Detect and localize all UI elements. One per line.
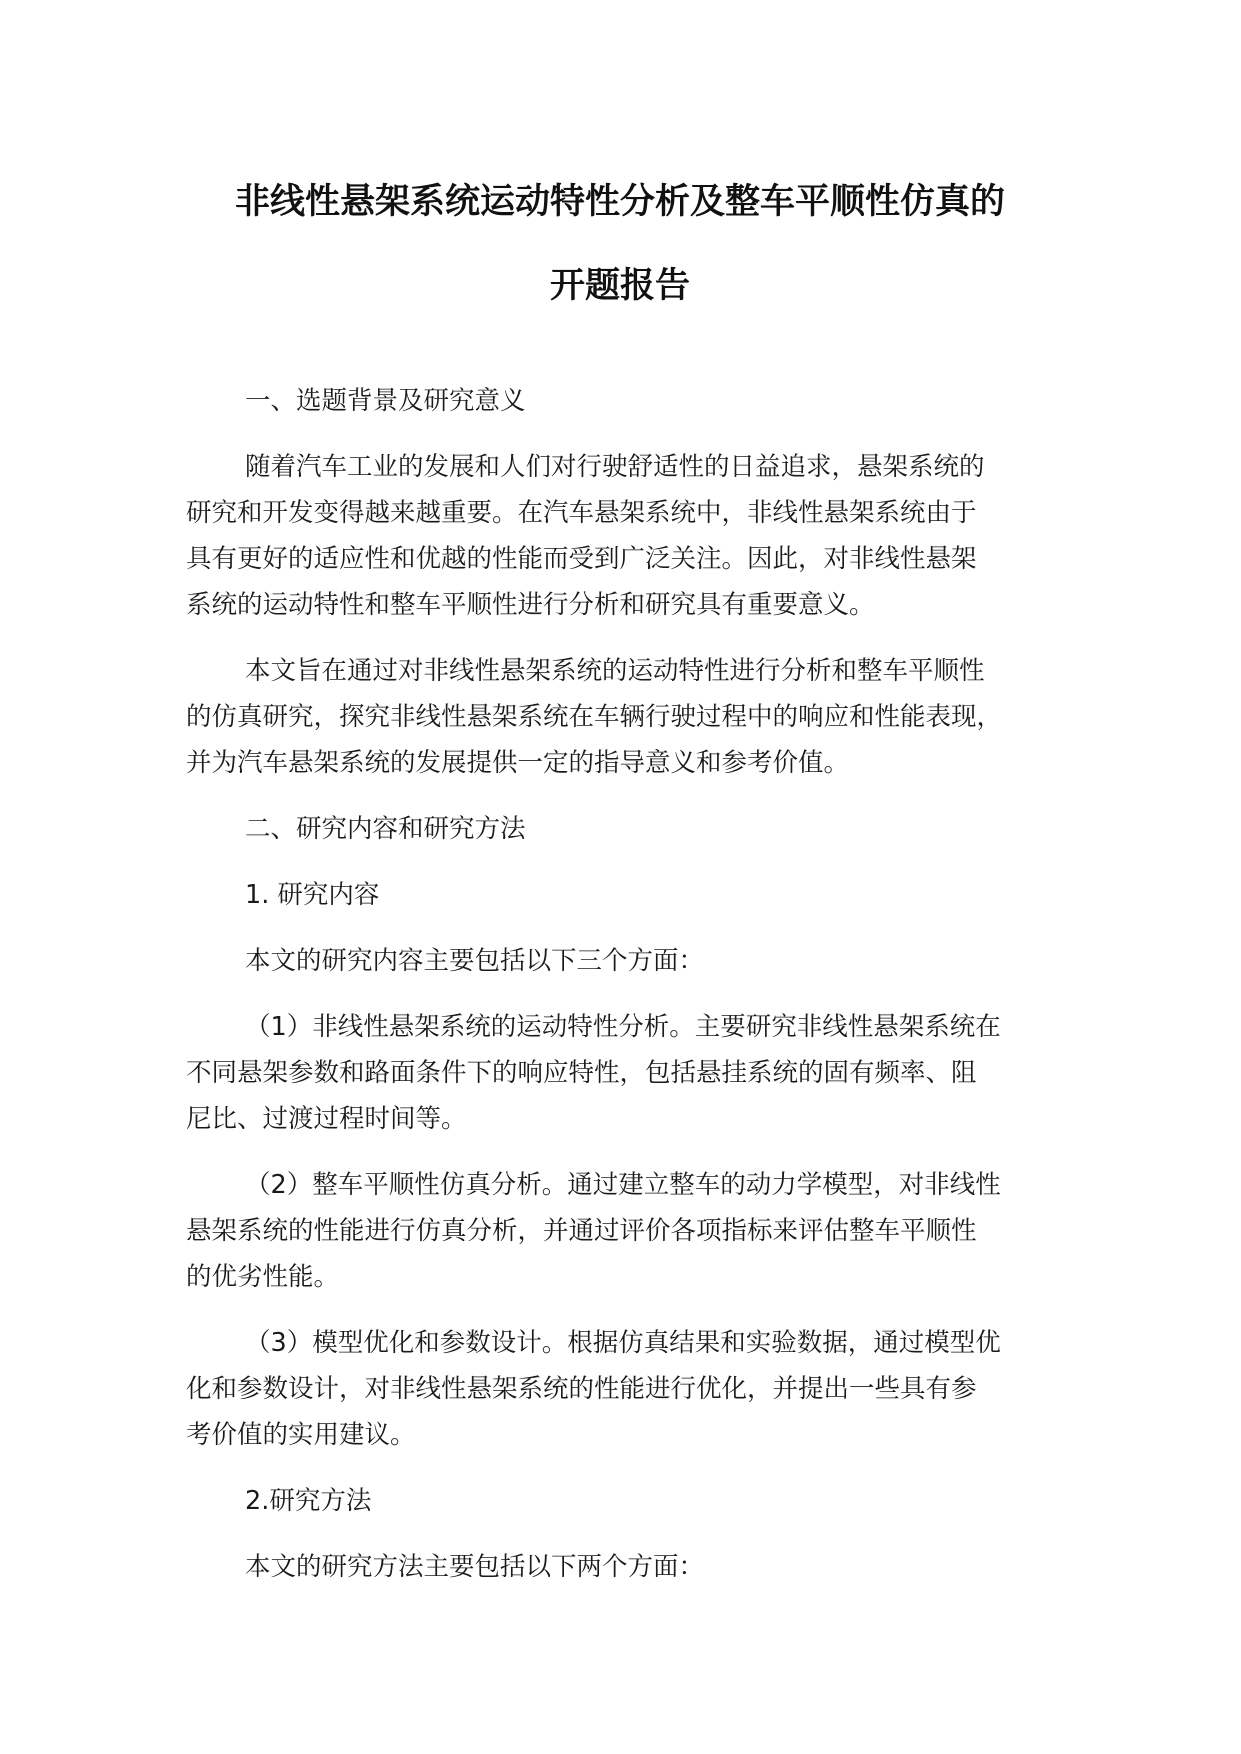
paragraph-line: 并为汽车悬架系统的发展提供一定的指导意义和参考价值。 [186, 748, 850, 778]
list-item-3 [186, 1320, 1086, 1458]
subsection-2-heading: 2.研究方法 [245, 1486, 372, 1516]
paragraph-content-intro: 本文的研究内容主要包括以下三个方面： [245, 946, 705, 976]
paragraph-line: （1）非线性悬架系统的运动特性分析。主要研究非线性悬架系统在 [245, 1012, 1001, 1042]
paragraph-line: 悬架系统的性能进行仿真分析，并通过评价各项指标来评估整车平顺性 [186, 1216, 977, 1246]
section-1-heading: 一、选题背景及研究意义 [245, 386, 526, 416]
paragraph-line: 的仿真研究，探究非线性悬架系统在车辆行驶过程中的响应和性能表现， [186, 702, 1003, 732]
document-body [186, 378, 1086, 1610]
document-title-line-2: 开题报告 [549, 266, 690, 306]
paragraph-methods-intro: 本文的研究方法主要包括以下两个方面： [245, 1552, 705, 1582]
document-title-line-1: 非线性悬架系统运动特性分析及整车平顺性仿真的 [234, 182, 1005, 222]
paragraph-line: 系统的运动特性和整车平顺性进行分析和研究具有重要意义。 [186, 590, 875, 620]
paragraph-line: 不同悬架参数和路面条件下的响应特性，包括悬挂系统的固有频率、阻 [186, 1058, 977, 1088]
paragraph-line: 尼比、过渡过程时间等。 [186, 1104, 467, 1134]
list-item-1 [186, 1004, 1086, 1142]
paragraph-line: 的优劣性能。 [186, 1262, 340, 1292]
section-2-heading: 二、研究内容和研究方法 [245, 814, 526, 844]
paragraph-purpose [186, 648, 1086, 786]
paragraph-line: 化和参数设计，对非线性悬架系统的性能进行优化，并提出一些具有参 [186, 1374, 977, 1404]
paragraph-line: 本文旨在通过对非线性悬架系统的运动特性进行分析和整车平顺性 [245, 656, 985, 686]
list-item-2 [186, 1162, 1086, 1300]
paragraph-line: （3）模型优化和参数设计。根据仿真结果和实验数据，通过模型优 [245, 1328, 1001, 1358]
subsection-1-heading: 1. 研究内容 [245, 880, 380, 910]
paragraph-line: 考价值的实用建议。 [186, 1420, 416, 1450]
paragraph-line: 随着汽车工业的发展和人们对行驶舒适性的日益追求，悬架系统的 [245, 452, 985, 482]
paragraph-line: 研究和开发变得越来越重要。在汽车悬架系统中，非线性悬架系统由于 [186, 498, 977, 528]
paragraph-background [186, 444, 1086, 628]
paragraph-line: 具有更好的适应性和优越的性能而受到广泛关注。因此，对非线性悬架 [186, 544, 977, 574]
paragraph-line: （2）整车平顺性仿真分析。通过建立整车的动力学模型，对非线性 [245, 1170, 1001, 1200]
